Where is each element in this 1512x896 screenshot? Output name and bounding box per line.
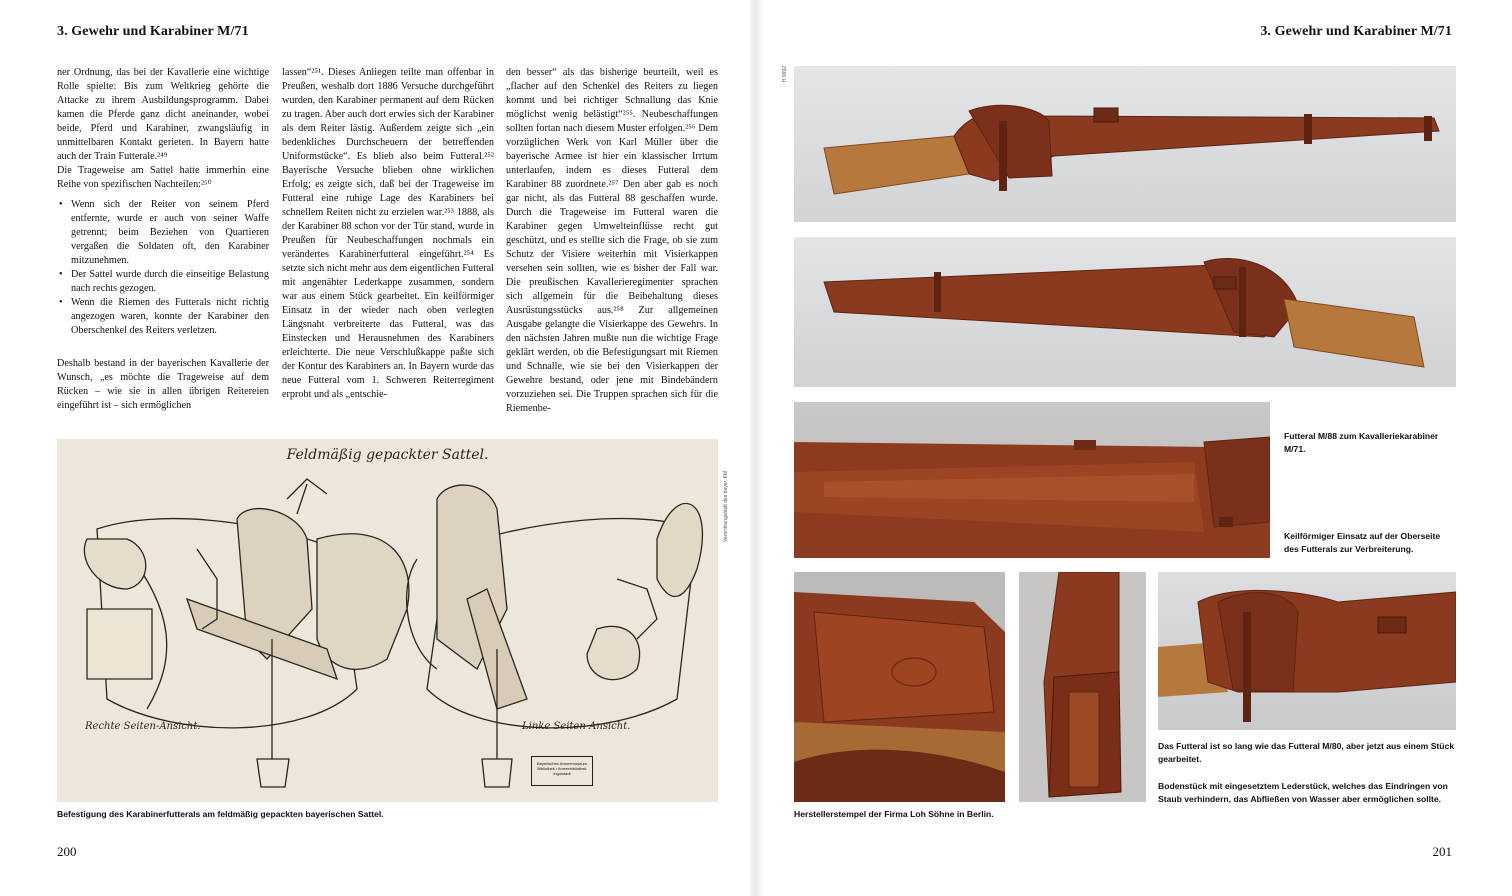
caption-wedge: Keilförmiger Einsatz auf der Oberseite des Futterals zur Verbreiterung. — [1284, 531, 1441, 554]
paragraph: ner Ordnung, das bei der Kavallerie eine wichtige Rolle spielte: Bis zum Weltkrieg gehörte die Attacke zu ihrem Ausbildungsprogramm. Dabei kamen die Pferde ganz dicht aneinander, wobei beide, Pferd und Karabiner, zwangsläufig in unmittelbaren Kontakt gerieten. In Bayern hatte auch der Train Futterale.²⁴⁹ — [57, 67, 269, 162]
scabbard-image — [794, 66, 1456, 222]
water-bottle — [87, 609, 152, 679]
caption-stamp: Herstellerstempel der Firma Loh Söhne in Berlin. — [794, 809, 994, 819]
bullet-list — [57, 198, 269, 338]
paragraph: Die Trageweise am Sattel hatte immerhin eine Reihe von spezifischen Nachteilen:²⁵⁰ — [57, 165, 269, 190]
paragraph: den besser“ als das bisherige beurteilt, weil es „flacher auf den Schenkel des Reiters zu liegen kommt und bei richtiger Schnallung das Knie möglichst wenig belästigt“²⁵⁵. Neubeschaffungen sollten fortan nach diesem Muster erfolgen.²⁵⁶ Dem vorzüglichen Werk von Karl Müller über die bayerische Armee ist hier ein klassischer Irrtum unterlaufen, indem es dieses Futteral dem Karabiner 88 zuordnete.²⁵⁷ Den aber gab es noch gar nicht, als das Futteral 88 geschaffen wurde. Durch die Trageweise im Futteral waren die Karabiner gegen Umwelteinflüsse recht gut geschützt, und es stellte sich die Frage, ob sie zum Schutz der Visiere weiterhin mit Visierkappen versehen sein sollten, wie es bisher der Fall war. Die preußischen Kavallerieregimenter sprachen sich allgemein für die Beibehaltung dieses Ausrüstungsstücks aus.²⁵⁸ Zur allgemeinen Ausgabe gelangte die Visierkappe des Gewehrs. In den nächsten Jahren mußte nun die wichtige Frage geklärt werden, ob die Befestigungsart mit Riemen und Schnalle, wie sie bei den Visierkappen der Gewehre bestand, oder jene mit Bindebändern vorzuziehen sei. Die Truppen sprachen sich für die Riemenbe- — [506, 67, 718, 414]
text-column-3 — [506, 66, 718, 416]
photo-flap-closeup — [1158, 572, 1456, 730]
label-right-view: Rechte Seiten-Ansicht. — [85, 721, 201, 732]
photo-scabbard-top — [794, 66, 1456, 222]
bottom-image — [1019, 572, 1146, 802]
library-stamp: Bayerisches Armeemuseum Bibliothek / Armeebibliothek Ingolstadt — [531, 756, 593, 786]
text-column-1 — [57, 66, 269, 413]
mantle-roll — [84, 539, 145, 589]
photo-scabbard-middle — [794, 237, 1456, 387]
caption-bottom-piece: Bodenstück mit eingesetztem Lederstück, welches das Eindringen von Staub verhindern, das Abfließen von Wasser aber ermöglichen sollte. — [1158, 781, 1448, 804]
caption-futteral: Futteral M/88 zum Kavalleriekarabiner M/71. — [1284, 431, 1439, 454]
stirrup-right — [257, 639, 289, 787]
running-head-right: 3. Gewehr und Karabiner M/71 — [1260, 24, 1452, 39]
photo-bottom-piece — [1019, 572, 1146, 802]
engraving-title: Feldmäßig gepackter Sattel. — [286, 447, 489, 463]
folio-left: 200 — [57, 844, 77, 859]
list-item: • Wenn die Riemen des Futterals nicht richtig angezogen waren, konnte der Karabiner den Oberschenkel des Reiters verletzen. — [57, 296, 269, 338]
saddle-engraving-figure — [57, 439, 718, 802]
paragraph: Deshalb bestand in der bayerischen Kavallerie der Wunsch, „es möchte die Trageweise auf dem Rücken – wie sie in allen übrigen Reitereien eingeführt ist – sich ermöglichen — [57, 358, 269, 411]
folio-right: 201 — [1432, 844, 1452, 859]
list-item: • Der Sattel wurde durch die einseitige Belastung nach rechts gezogen. — [57, 268, 269, 296]
engraving-caption: Befestigung des Karabinerfutterals am feldmäßig gepackten bayerischen Sattel. — [57, 809, 384, 819]
photo-wedge-insert — [794, 402, 1270, 558]
saddle-drawing — [57, 439, 718, 802]
image-credit: Verordnungsblatt des bayer. KM — [723, 470, 729, 542]
label-left-view: Linke Seiten-Ansicht. — [522, 721, 631, 732]
running-head-left: 3. Gewehr und Karabiner M/71 — [57, 24, 249, 39]
paragraph: lassen“²⁵¹. Dieses Anliegen teilte man offenbar in Preußen, weshalb dort 1886 Versuche durchgeführt wurden, den Karabiner permanent auf dem Rücken zu tragen. Aber auch dort erwies sich der Karabiner als dem Reiter lästig. Außerdem zeigte sich „ein bedenkliches Durchscheuern der betreffenden Uniformstücke“. Es blieb also beim Futteral.²⁵² Bayerische Versuche blieben ohne wirklichen Erfolg; es zeigte sich, daß bei der Trageweise im Futteral eine ruhige Lage des Karabiners bei schnellem Reiten nicht zu erzielen war.²⁵³ 1888, als der Karabiner 88 schon vor der Tür stand, wurde in Preußen für Neubeschaffungen nochmals ein verändertes Karabinerfutteral eingeführt.²⁵⁴ Es setzte sich nicht mehr aus dem eigentlichen Futteral mit angenähter Lederkappe zusammen, sondern war aus einem Stück gearbeitet. Ein keilförmiger Einsatz in der wieder nach oben verlegten Längsnaht verbreiterte das Futteral, was das Einstecken und Herausnehmen des Karabiners erleichterte. Die neue Verschlußkappe paßte sich der Kontur des Karabiners an. In Bayern wurde das neue Futteral vom 1. Schweren Reiterregiment erprobt und als „entschie- — [282, 67, 494, 400]
list-item: • Wenn sich der Reiter von seinem Pferd entfernte, wurde er auch von seiner Waffe getrennt; beim Beziehen von Quartieren vergaßen die Soldaten oft, den Karabiner mitzunehmen. — [57, 198, 269, 268]
stamp-image — [794, 572, 1005, 802]
photo-maker-stamp — [794, 572, 1005, 802]
inventory-number: H 9692 — [782, 66, 788, 83]
wedge-image — [794, 402, 1270, 558]
flap-image — [1158, 572, 1456, 730]
scabbard-image — [794, 237, 1456, 387]
caption-length: Das Futteral ist so lang wie das Futteral M/80, aber jetzt aus einem Stück gearbeitet. — [1158, 741, 1455, 764]
text-column-2 — [282, 66, 494, 402]
